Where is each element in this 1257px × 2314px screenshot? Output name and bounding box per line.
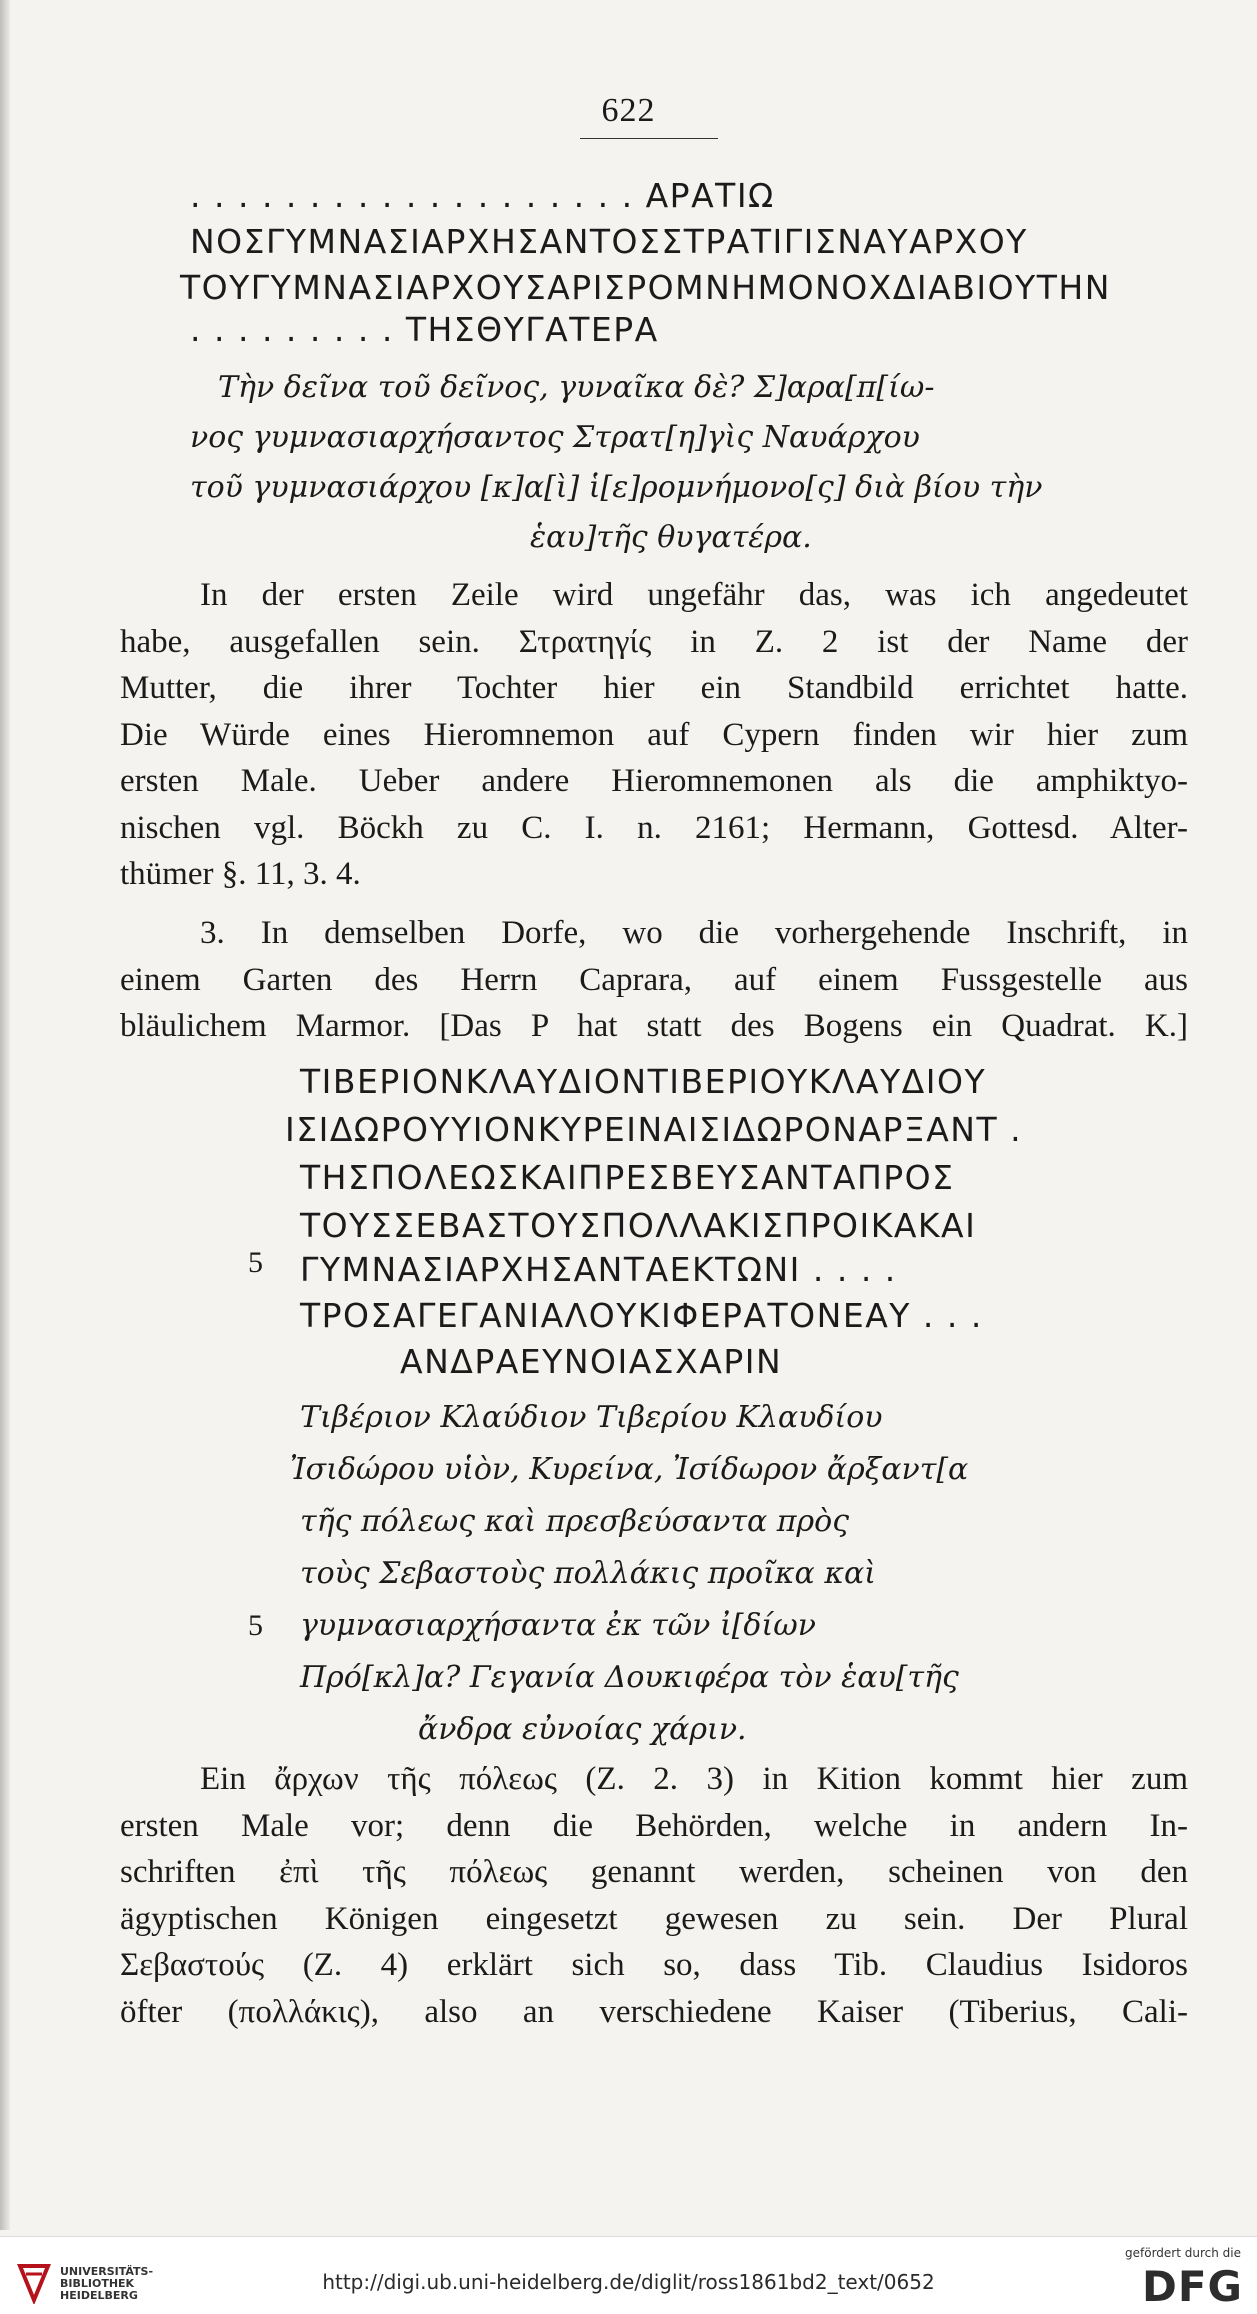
- inscription-1-line-2: ΝΟΣΓΥΜΝΑΣΙΑΡΧΗΣΑΝΤΟΣΣΤΡΑΤΙΓΙΣΝΑΥΑΡΧΟΥ: [190, 222, 1028, 261]
- inscription-2-line-2: ΙΣΙΔΩΡΟΥΥΙΟΝΚΥΡΕΙΝΑΙΣΙΔΩΡΟΝΑΡΞΑΝΤ .: [285, 1110, 1023, 1149]
- page-edge-shadow: [0, 0, 10, 2230]
- inscription-1-line-4: . . . . . . . . . ΤΗΣΘΥΓΑΤΕΡΑ: [190, 310, 659, 349]
- dfg-logo-icon[interactable]: DFG: [1141, 2262, 1243, 2311]
- paragraph-2-line-2: einem Garten des Herrn Caprara, auf einem Fussgestelle aus: [120, 962, 1188, 998]
- inscription-1-transcription-line-3: τοῦ γυμνασιάρχου [κ]α[ὶ] ἱ[ε]ρομνήμονο[ς] διὰ βίου τὴν: [190, 470, 1043, 505]
- inscription-1-transcription-line-2: νος γυμνασιαρχήσαντος Στρατ[η]γὶς Ναυάρχου: [190, 420, 920, 455]
- paragraph-3-line-3: schriften ἐπὶ τῆς πόλεως genannt werden, scheinen von den: [120, 1854, 1188, 1890]
- library-name-line-1: UNIVERSITÄTS-: [60, 2265, 154, 2278]
- paragraph-3-line-1: Ein ἄρχων τῆς πόλεως (Z. 2. 3) in Kition kommt hier zum: [200, 1761, 1188, 1797]
- document-permalink[interactable]: http://digi.ub.uni-heidelberg.de/diglit/ross1861bd2_text/0652: [322, 2270, 935, 2294]
- paragraph-1-line-4: Die Würde eines Hieromnemon auf Cypern finden wir hier zum: [120, 717, 1188, 753]
- paragraph-1-line-5: ersten Male. Ueber andere Hieromnemonen als die amphiktyo-: [120, 763, 1188, 799]
- inscription-2-transcription-line-5: γυμνασιαρχήσαντα ἐκ τῶν ἰ[δίων: [300, 1608, 816, 1643]
- inscription-1-line-3: ΤΟΥΓΥΜΝΑΣΙΑΡΧΟΥΣΑΡΙΣΡΟΜΝΗΜΟΝΟΧΔΙΑΒΙΟΥΤΗΝ: [180, 268, 1111, 307]
- page-number-rule: [580, 138, 718, 139]
- library-name-line-3: HEIDELBERG: [60, 2289, 138, 2302]
- inscription-1-transcription-line-1: Τὴν δεῖνα τοῦ δεῖνος, γυναῖκα δὲ? Σ]αρα[π[ίω-: [218, 370, 935, 405]
- inscription-2-line-1: ΤΙΒΕΡΙΟΝΚΛΑΥΔΙΟΝΤΙΒΕΡΙΟΥΚΛΑΥΔΙΟΥ: [300, 1062, 987, 1101]
- paragraph-1-line-2: habe, ausgefallen sein. Στρατηγίς in Z. 2 ist der Name der: [120, 624, 1188, 660]
- inscription-2-line-5: ΓΥΜΝΑΣΙΑΡΧΗΣΑΝΤΑΕΚΤΩΝΙ . . . .: [300, 1250, 897, 1289]
- inscription-2-transcription-line-6: Πρό[κλ]α? Γεγανία Δουκιφέρα τὸν ἑαυ[τῆς: [300, 1660, 959, 1695]
- paragraph-3-line-6: öfter (πολλάκις), also an verschiedene Kaiser (Tiberius, Cali-: [120, 1994, 1188, 2030]
- paragraph-2-line-3: bläulichem Marmor. [Das P hat statt des Bogens ein Quadrat. K.]: [120, 1008, 1188, 1044]
- inscription-2-line-6: ΤΡΟΣΑΓΕΓΑΝΙΑΛΟΥΚΙΦΕΡΑΤΟΝΕΑΥ . . .: [300, 1296, 983, 1335]
- inscription-2-line-number-5: 5: [248, 1246, 263, 1279]
- inscription-2-transcription-line-2: Ἰσιδώρου υἱὸν, Κυρείνα, Ἰσίδωρον ἄρξαντ[α: [290, 1452, 969, 1487]
- sponsor-caption: gefördert durch die: [1125, 2246, 1241, 2260]
- page-number: 622: [601, 92, 656, 129]
- inscription-1-transcription-line-4: ἑαυ]τῆς θυγατέρα.: [530, 520, 812, 555]
- library-name-line-2: BIBLIOTHEK: [60, 2277, 135, 2290]
- inscription-2-transcription-line-number-5: 5: [248, 1609, 263, 1642]
- paragraph-2-line-1: 3. In demselben Dorfe, wo die vorhergehende Inschrift, in: [200, 915, 1188, 951]
- inscription-2-transcription-line-3: τῆς πόλεως καὶ πρεσβεύσαντα πρὸς: [300, 1504, 850, 1539]
- inscription-2-transcription-line-4: τοὺς Σεβαστοὺς πολλάκις προῖκα καὶ: [300, 1556, 877, 1591]
- paragraph-3-line-2: ersten Male vor; denn die Behörden, welche in andern In-: [120, 1808, 1188, 1844]
- paragraph-1-line-6: nischen vgl. Böckh zu C. I. n. 2161; Hermann, Gottesd. Alter-: [120, 810, 1188, 846]
- paragraph-1-line-3: Mutter, die ihrer Tochter hier ein Standbild errichtet hatte.: [120, 670, 1188, 706]
- inscription-2-line-4: ΤΟΥΣΣΕΒΑΣΤΟΥΣΠΟΛΛΑΚΙΣΠΡΟΙΚΑΚΑΙ: [300, 1206, 977, 1245]
- inscription-2-line-3: ΤΗΣΠΟΛΕΩΣΚΑΙΠΡΕΣΒΕΥΣΑΝΤΑΠΡΟΣ: [300, 1158, 955, 1197]
- paragraph-3-line-4: ägyptischen Königen eingesetzt gewesen zu sein. Der Plural: [120, 1901, 1188, 1937]
- paragraph-1-line-7: thümer §. 11, 3. 4.: [120, 856, 361, 892]
- inscription-1-line-1: . . . . . . . . . . . . . . . . . . . ΑΡΑΤΙΩ: [190, 176, 775, 215]
- inscription-2-line-7: ΑΝΔΡΑΕΥΝΟΙΑΣΧΑΡΙΝ: [400, 1342, 783, 1381]
- inscription-2-transcription-line-7: ἄνδρα εὐνοίας χάριν.: [418, 1712, 747, 1747]
- inscription-2-transcription-line-1: Τιβέριον Κλαύδιον Τιβερίου Κλαυδίου: [300, 1400, 883, 1435]
- paragraph-3-line-5: Σεβαστούς (Z. 4) erklärt sich so, dass Tib. Claudius Isidoros: [120, 1947, 1188, 1983]
- paragraph-1-line-1: In der ersten Zeile wird ungefähr das, was ich angedeutet: [200, 577, 1188, 613]
